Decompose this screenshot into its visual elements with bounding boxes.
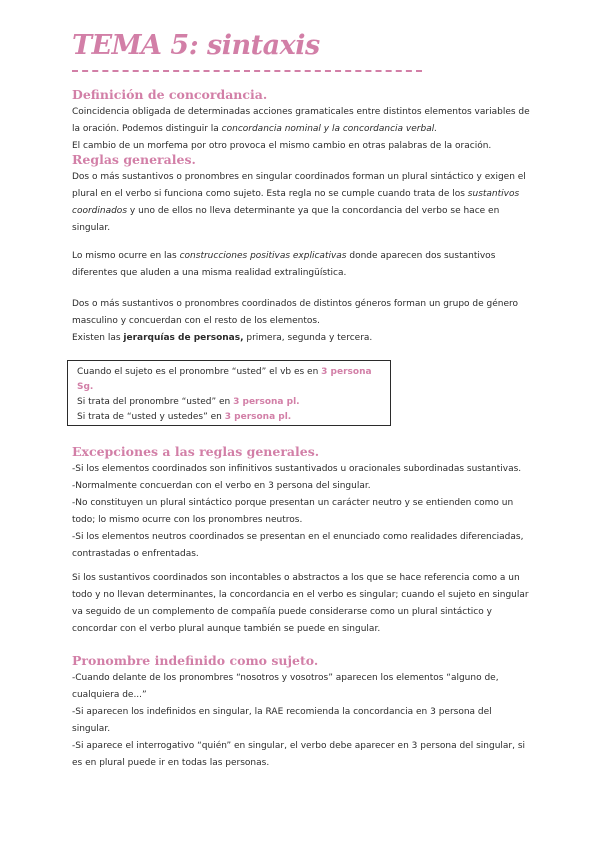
text-line: Dos o más sustantivos o pronombres coordinados de distintos géneros forman un grupo de género xyxy=(72,299,519,309)
text-line: la oración. Podemos distinguir la xyxy=(72,124,222,134)
text-line: El cambio de un morfema por otro provoca el mismo cambio en otras palabras de la oración. xyxy=(72,141,492,151)
heading-reglas: Reglas generales. xyxy=(72,152,196,167)
heading-definicion: Definición de concordancia. xyxy=(72,87,268,102)
page-title: TEMA 5: sintaxis xyxy=(72,30,320,61)
highlight-text: 3 persona Sg. xyxy=(77,367,372,392)
text-line: Coincidencia obligada de determinadas acciones gramaticales entre distintos elementos variables de xyxy=(72,107,530,117)
highlight-text: 3 persona pl. xyxy=(233,397,300,407)
text-line: contrastadas o enfrentadas. xyxy=(72,549,199,559)
title-dashed-divider xyxy=(72,70,422,72)
text-line: -Si aparecen los indefinidos en singular, la RAE recomienda la concordancia en 3 persona del xyxy=(72,707,492,717)
text-line: -Si los elementos neutros coordinados se presentan en el enunciado como realidades diferenciadas, xyxy=(72,532,524,542)
heading-excepciones: Excepciones a las reglas generales. xyxy=(72,444,320,459)
text-line: -Si aparece el interrogativo “quién” en singular, el verbo debe aparecer en 3 persona del singular, si xyxy=(72,741,526,751)
text-line: singular. xyxy=(72,724,111,734)
text-line: Si trata del pronombre “usted” en xyxy=(77,397,234,407)
text-line: -Si los elementos coordinados son infinitivos sustantivados u oracionales subordinadas sustantivas. xyxy=(72,464,522,474)
text-line: -Cuando delante de los pronombres “nosotros y vosotros” aparecen los elementos “alguno de, xyxy=(72,673,499,683)
text-italic: construcciones positivas explicativas xyxy=(179,251,347,261)
text-line: es en plural puede ir en todas las personas. xyxy=(72,758,270,768)
paragraph-excepciones-2 xyxy=(72,570,532,638)
note-box-text xyxy=(77,365,387,425)
text-line: diferentes que aluden a una misma realidad extralingüística. xyxy=(72,268,347,278)
text-bold: jerarquías de personas, xyxy=(123,333,244,343)
text-line: Si los sustantivos coordinados son incontables o abstractos a los que se hace referencia como a un xyxy=(72,573,520,583)
heading-pronombre: Pronombre indefinido como sujeto. xyxy=(72,653,319,668)
text-italic: coordinados xyxy=(72,206,128,216)
text-line: donde aparecen dos sustantivos xyxy=(346,251,496,261)
note-box xyxy=(67,360,391,426)
paragraph-pronombre xyxy=(72,670,532,772)
text-line: todo y no llevan determinantes, la concordancia en el verbo es singular; cuando el sujeto en singular xyxy=(72,590,529,600)
text-line: singular. xyxy=(72,223,111,233)
highlight-text: 3 persona pl. xyxy=(224,412,292,422)
paragraph-reglas-3 xyxy=(72,296,532,347)
paragraph-reglas-1 xyxy=(72,169,532,237)
text-line: primera, segunda y tercera. xyxy=(243,333,373,343)
text-line: Lo mismo ocurre en las xyxy=(72,251,180,261)
text-line: -Normalmente concuerdan con el verbo en 3 persona del singular. xyxy=(72,481,371,491)
text-line: va seguido de un complemento de compañía puede considerarse como un plural sintáctico y xyxy=(72,607,492,617)
text-line: -No constituyen un plural sintáctico porque presentan un carácter neutro y se entienden como un xyxy=(72,498,514,508)
text-line: y uno de ellos no lleva determinante ya que la concordancia del verbo se hace en xyxy=(127,206,500,216)
text-line: Si trata de “usted y ustedes” en xyxy=(77,412,225,422)
text-italic: sustantivos xyxy=(467,189,520,199)
text-italic: concordancia nominal y la concordancia verbal. xyxy=(221,124,438,134)
text-line: Cuando el sujeto es el pronombre “usted” el vb es en xyxy=(77,367,322,377)
paragraph-excepciones-1 xyxy=(72,461,532,563)
text-line: plural en el verbo si funciona como sujeto. Esta regla no se cumple cuando trata de los xyxy=(72,189,468,199)
text-line: masculino y concuerdan con el resto de los elementos. xyxy=(72,316,320,326)
paragraph-reglas-2 xyxy=(72,248,532,282)
text-line: Existen las xyxy=(72,333,124,343)
paragraph-definicion xyxy=(72,104,532,155)
text-line: concordar con el verbo plural aunque también se puede en singular. xyxy=(72,624,381,634)
text-line: todo; lo mismo ocurre con los pronombres neutros. xyxy=(72,515,303,525)
text-line: cualquiera de...” xyxy=(72,690,147,700)
text-line: Dos o más sustantivos o pronombres en singular coordinados forman un plural sintáctico y exigen el xyxy=(72,172,526,182)
